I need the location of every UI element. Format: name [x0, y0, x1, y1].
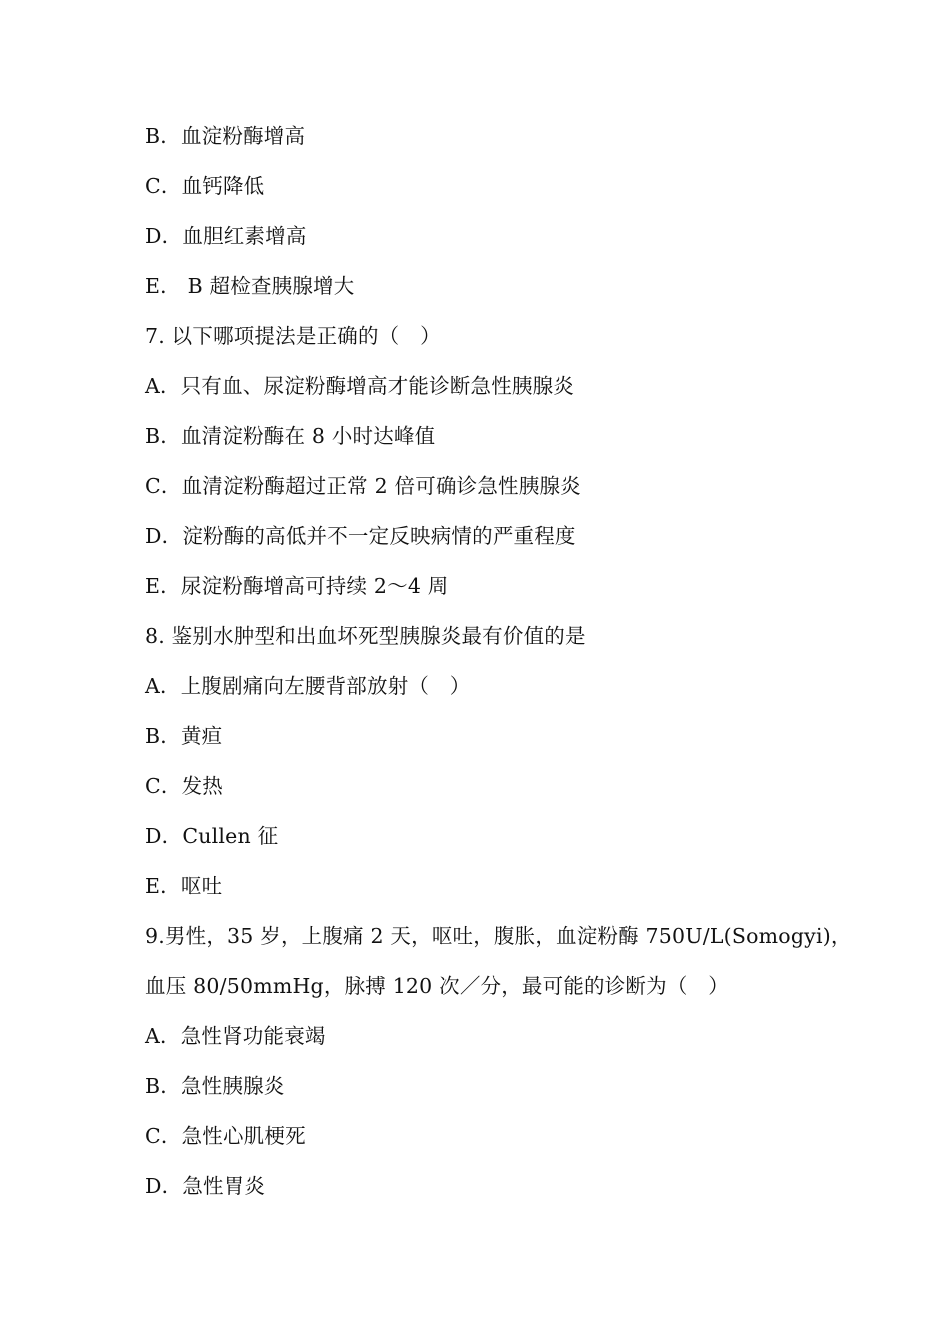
- option-6e: E． B 超检查胰腺增大: [145, 274, 355, 298]
- option-7a: A．只有血、尿淀粉酶增高才能诊断急性胰腺炎: [145, 374, 575, 398]
- option-9a: A．急性肾功能衰竭: [145, 1024, 326, 1048]
- option-8e: E．呕吐: [145, 874, 223, 898]
- option-8c: C．发热: [145, 774, 223, 798]
- option-6b: B．血淀粉酶增高: [145, 124, 306, 148]
- option-9b: B．急性胰腺炎: [145, 1074, 285, 1098]
- option-7e: E．尿淀粉酶增高可持续 2～4 周: [145, 574, 449, 598]
- option-8d: D．Cullen 征: [145, 824, 279, 848]
- option-8b: B．黄疸: [145, 724, 223, 748]
- option-7d: D．淀粉酶的高低并不一定反映病情的严重程度: [145, 524, 576, 548]
- option-9d: D．急性胃炎: [145, 1174, 266, 1198]
- option-7c: C．血清淀粉酶超过正常 2 倍可确诊急性胰腺炎: [145, 474, 581, 498]
- option-8a: A．上腹剧痛向左腰背部放射（ ）: [145, 674, 471, 698]
- option-9c: C．急性心肌梗死: [145, 1124, 306, 1148]
- option-7b: B．血清淀粉酶在 8 小时达峰值: [145, 424, 436, 448]
- option-6c: C．血钙降低: [145, 174, 265, 198]
- question-9-line-1: 9.男性，35 岁，上腹痛 2 天，呕吐，腹胀，血淀粉酶 750U/L(Somogyi)，: [145, 924, 852, 948]
- question-8: 8. 鉴别水肿型和出血坏死型胰腺炎最有价值的是: [145, 624, 586, 648]
- question-9-line-2: 血压 80/50mmHg，脉搏 120 次／分，最可能的诊断为（ ）: [145, 974, 729, 998]
- option-6d: D．血胆红素增高: [145, 224, 307, 248]
- question-7: 7. 以下哪项提法是正确的（ ）: [145, 324, 441, 348]
- question-content: [145, 118, 852, 1218]
